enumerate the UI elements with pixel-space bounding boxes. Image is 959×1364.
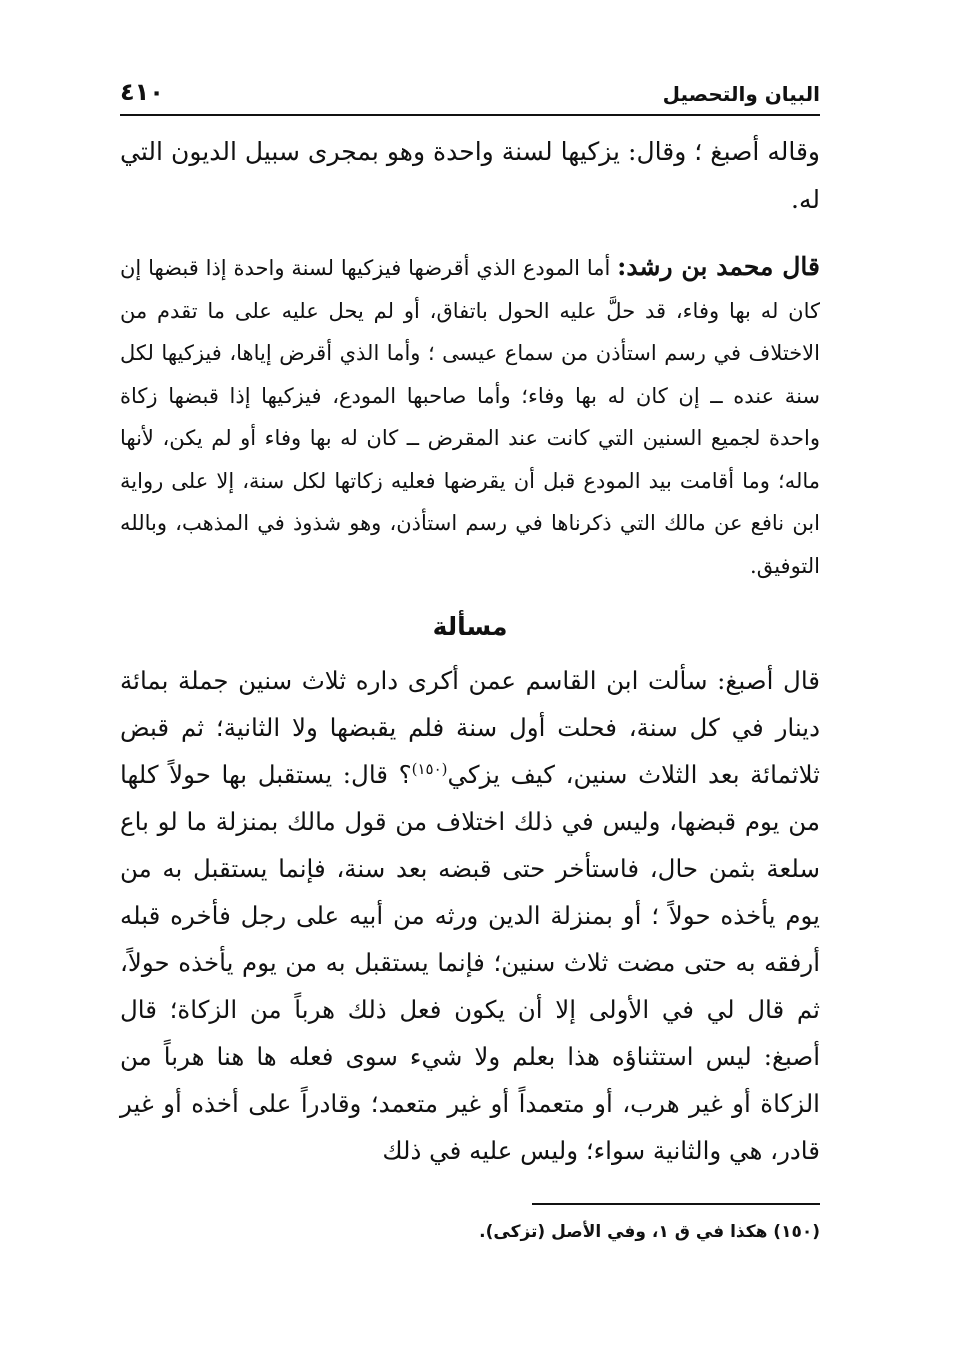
question-paragraph <box>120 657 820 1174</box>
opening-paragraph <box>120 128 820 224</box>
commentary-speaker: قال محمد بن رشد: <box>617 252 820 281</box>
question-text-part-1: قال أصبغ: سألت ابن القاسم عمن أكرى داره ثلاث سنين جملة بمائة دينار في كل سنة، فحلت أول سنة فلم يقبضها ولا الثانية؛ ثم قبض ثلاثمائة بعد الثلاث سنين، كيف يزكي <box>120 666 821 789</box>
commentary-paragraph <box>120 246 820 587</box>
commentary-text: أما المودع الذي أقرضها فيزكيها لسنة واحدة إذا قبضها إن كان له بها وفاء، قد حلَّ عليه الحول باتفاق، أو لم يحل عليه على ما تقدم من الاختلاف في رسم استأذن من سماع عيسى ؛ وأما الذي أقرض إياها، فيزكيها لكل سنة عنده ــ إن كان له بها وفاء؛ وأما صاحبها المودع، فيزكيها إذا قبضها زكاة واحدة لجميع السنين التي كانت عند المقرض ــ كان له بها وفاء أو لم يكن، لأنها ماله؛ وما أقامت بيد المودع قبل أن يقرضها فعليه زكاتها لكل سنة، إلا على رواية ابن نافع عن مالك التي ذكرناها في رسم استأذن، وهو شذوذ في المذهب، وبالله التوفيق. <box>120 256 820 578</box>
footnote-reference[interactable]: (١٥٠) <box>411 759 448 778</box>
page-content <box>120 70 820 1174</box>
page-number: ٤١٠ <box>120 78 164 106</box>
footnote-divider <box>532 1203 820 1205</box>
footnote: (١٥٠) هكذا في ق ١، وفي الأصل (تزكى). <box>479 1222 820 1242</box>
question-text-part-2: ؟ قال: يستقبل بها حولاً كلها من يوم قبضها، وليس في ذلك اختلاف من قول مالك بمنزلة ما لو باع سلعة بثمن حال، فاستأخر حتى قبضه بعد سنة، فإنما يستقبل به من يوم يأخذه حولاً ؛ أو بمنزلة الدين ورثه من أبيه على رجل فأخره قبله أرفقه به حتى مضت ثلاث سنين؛ فإنما يستقبل به من يوم يأخذه حولاً، ثم قال لي في الأولى إلا أن يكون فعل ذلك هرباً من الزكاة؛ قال أصبغ: ليس استثناؤه هذا بعلم ولا شيء سوى فعله ها هنا هرباً من الزكاة أو غير هرب، أو متعمداً أو غير متعمد؛ وقادراً على أخذه أو غير قادر، هي والثانية سواء؛ وليس عليه في ذلك <box>120 760 820 1165</box>
running-title: البيان والتحصيل <box>662 82 820 106</box>
opening-text: وقاله أصبغ ؛ وقال: يزكيها لسنة واحدة وهو بمجرى سبيل الديون التي له. <box>120 137 820 214</box>
running-header <box>120 70 820 116</box>
section-heading: مسألة <box>432 612 508 641</box>
